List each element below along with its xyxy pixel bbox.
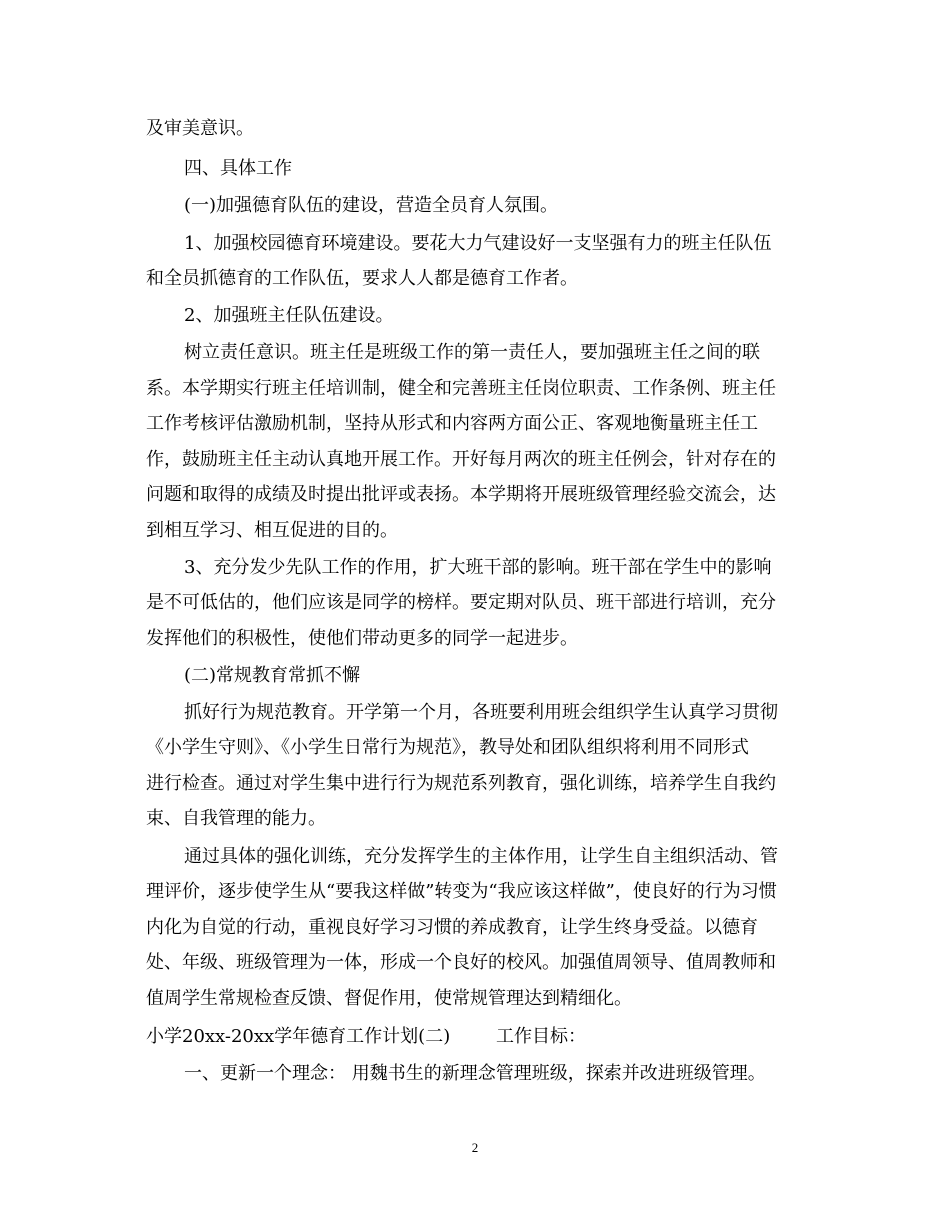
text-line: 内化为自觉的行动，重视良好学习习惯的养成教育，让学生终身受益。以德育 <box>146 917 758 938</box>
text-line: 工作考核评估激励机制，坚持从形式和内容两方面公正、客观地衡量班主任工 <box>146 413 758 434</box>
text-line: 树立责任意识。班主任是班级工作的第一责任人，要加强班主任之间的联 <box>184 342 760 363</box>
section-heading: 四、具体工作 <box>184 158 292 179</box>
text-line: 问题和取得的成绩及时提出批评或表扬。本学期将开展班级管理经验交流会，达 <box>146 484 776 505</box>
text-line: 《小学生守则》、《小学生日常行为规范》，教导处和团队组织将利用不同形式 <box>146 737 749 758</box>
subsection-heading: (一)加强德育队伍的建设，营造全员育人氛围。 <box>184 195 559 216</box>
text-line: 束、自我管理的能力。 <box>146 808 326 829</box>
text-line: 发挥他们的积极性，使他们带动更多的同学一起进步。 <box>146 628 578 649</box>
page-number: 2 <box>471 1140 479 1155</box>
text-line: 是不可低估的，他们应该是同学的榜样。要定期对队员、班干部进行培训，充分 <box>146 592 776 613</box>
subsection-heading: (二)常规教育常抓不懈 <box>184 665 361 686</box>
text-line: 及审美意识。 <box>146 118 254 139</box>
text-line: 和全员抓德育的工作队伍，要求人人都是德育工作者。 <box>146 268 578 289</box>
text-line: 1、加强校园德育环境建设。要花大力气建设好一支坚强有力的班主任队伍 <box>184 233 772 254</box>
text-line: 值周学生常规检查反馈、督促作用，使常规管理达到精细化。 <box>146 988 632 1009</box>
plan-title-line: 小学20xx-20xx学年德育工作计划(二) 工作目标： <box>146 1026 586 1047</box>
text-line: 一、更新一个理念： 用魏书生的新理念管理班级，探索并改进班级管理。 <box>184 1063 766 1084</box>
text-line: 通过具体的强化训练，充分发挥学生的主体作用，让学生自主组织活动、管 <box>184 846 778 867</box>
text-line: 2、加强班主任队伍建设。 <box>184 305 394 326</box>
text-line: 到相互学习、相互促进的目的。 <box>146 520 398 541</box>
text-line: 进行检查。通过对学生集中进行行为规范系列教育，强化训练，培养学生自我约 <box>146 773 776 794</box>
text-line: 作，鼓励班主任主动认真地开展工作。开好每月两次的班主任例会，针对存在的 <box>146 449 776 470</box>
text-line: 处、年级、班级管理为一体，形成一个良好的校风。加强值周领导、值周教师和 <box>146 952 776 973</box>
text-line: 抓好行为规范教育。开学第一个月，各班要利用班会组织学生认真学习贯彻 <box>184 702 778 723</box>
text-line: 系。本学期实行班主任培训制，健全和完善班主任岗位职责、工作条例、班主任 <box>146 378 776 399</box>
text-line: 理评价，逐步使学生从“要我这样做”转变为“我应该这样做”，使良好的行为习惯 <box>146 881 777 902</box>
text-line: 3、充分发少先队工作的作用，扩大班干部的影响。班干部在学生中的影响 <box>184 557 772 578</box>
